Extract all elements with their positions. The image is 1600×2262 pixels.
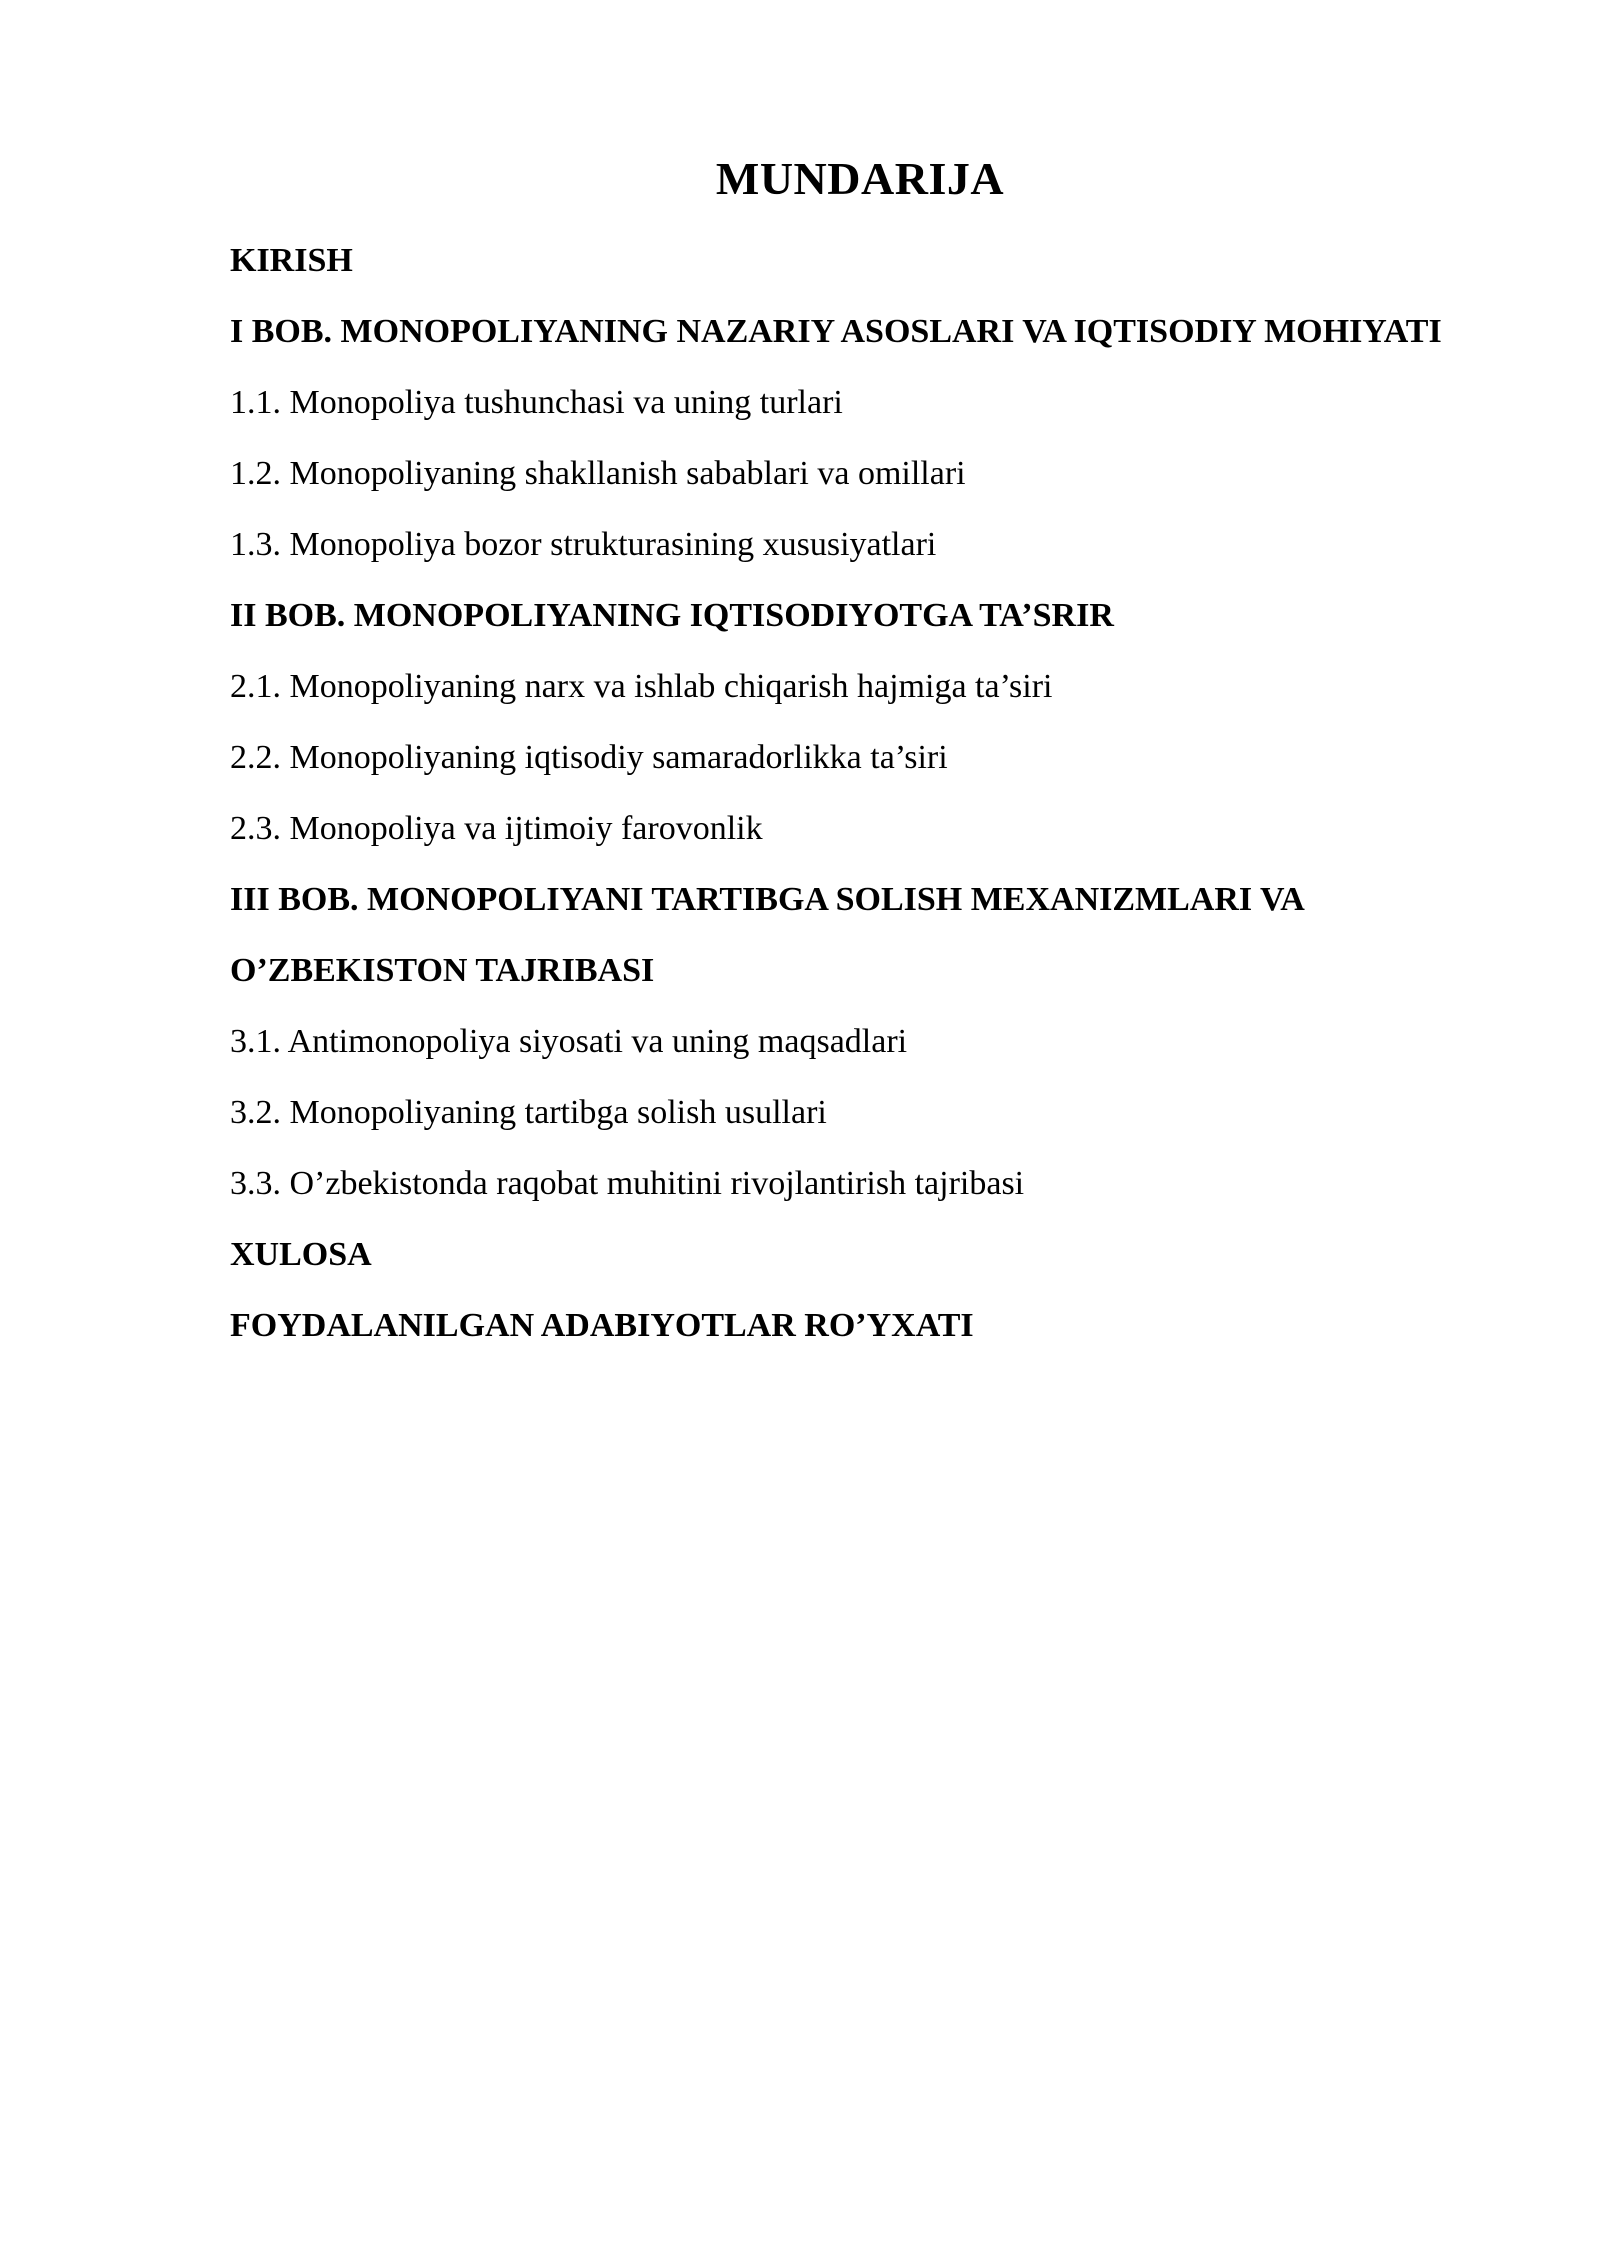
toc-entry-section-3-1: 3.1. Antimonopoliya siyosati va uning maqsadlari — [230, 1023, 908, 1060]
table-of-contents — [230, 236, 1480, 1372]
toc-entry-chapter-3-line-1: III BOB. MONOPOLIYANI TARTIBGA SOLISH MEXANIZMLARI VA — [230, 881, 1305, 918]
toc-entry-section-2-3: 2.3. Monopoliya va ijtimoiy farovonlik — [230, 810, 763, 847]
toc-entry-section-2-1: 2.1. Monopoliyaning narx va ishlab chiqarish hajmiga ta’siri — [230, 668, 1053, 705]
page-title: MUNDARIJA — [715, 153, 1005, 204]
toc-entry-references: FOYDALANILGAN ADABIYOTLAR RO’YXATI — [230, 1307, 974, 1344]
toc-entry-conclusion: XULOSA — [230, 1236, 372, 1273]
toc-entry-chapter-1: I BOB. MONOPOLIYANING NAZARIY ASOSLARI VA IQTISODIY MOHIYATI — [230, 313, 1442, 350]
toc-entry-chapter-3-line-2: O’ZBEKISTON TAJRIBASI — [230, 952, 655, 989]
toc-entry-section-1-3: 1.3. Monopoliya bozor strukturasining xususiyatlari — [230, 526, 937, 563]
toc-entry-introduction: KIRISH — [230, 242, 353, 279]
toc-entry-section-1-1: 1.1. Monopoliya tushunchasi va uning turlari — [230, 384, 843, 421]
toc-entry-section-3-3: 3.3. O’zbekistonda raqobat muhitini rivojlantirish tajribasi — [230, 1165, 1025, 1202]
toc-entry-chapter-2: II BOB. MONOPOLIYANING IQTISODIYOTGA TA’SRIR — [230, 597, 1114, 634]
toc-entry-section-1-2: 1.2. Monopoliyaning shakllanish sabablari va omillari — [230, 455, 966, 492]
toc-entry-section-2-2: 2.2. Monopoliyaning iqtisodiy samaradorlikka ta’siri — [230, 739, 948, 776]
toc-entry-section-3-2: 3.2. Monopoliyaning tartibga solish usullari — [230, 1094, 827, 1131]
